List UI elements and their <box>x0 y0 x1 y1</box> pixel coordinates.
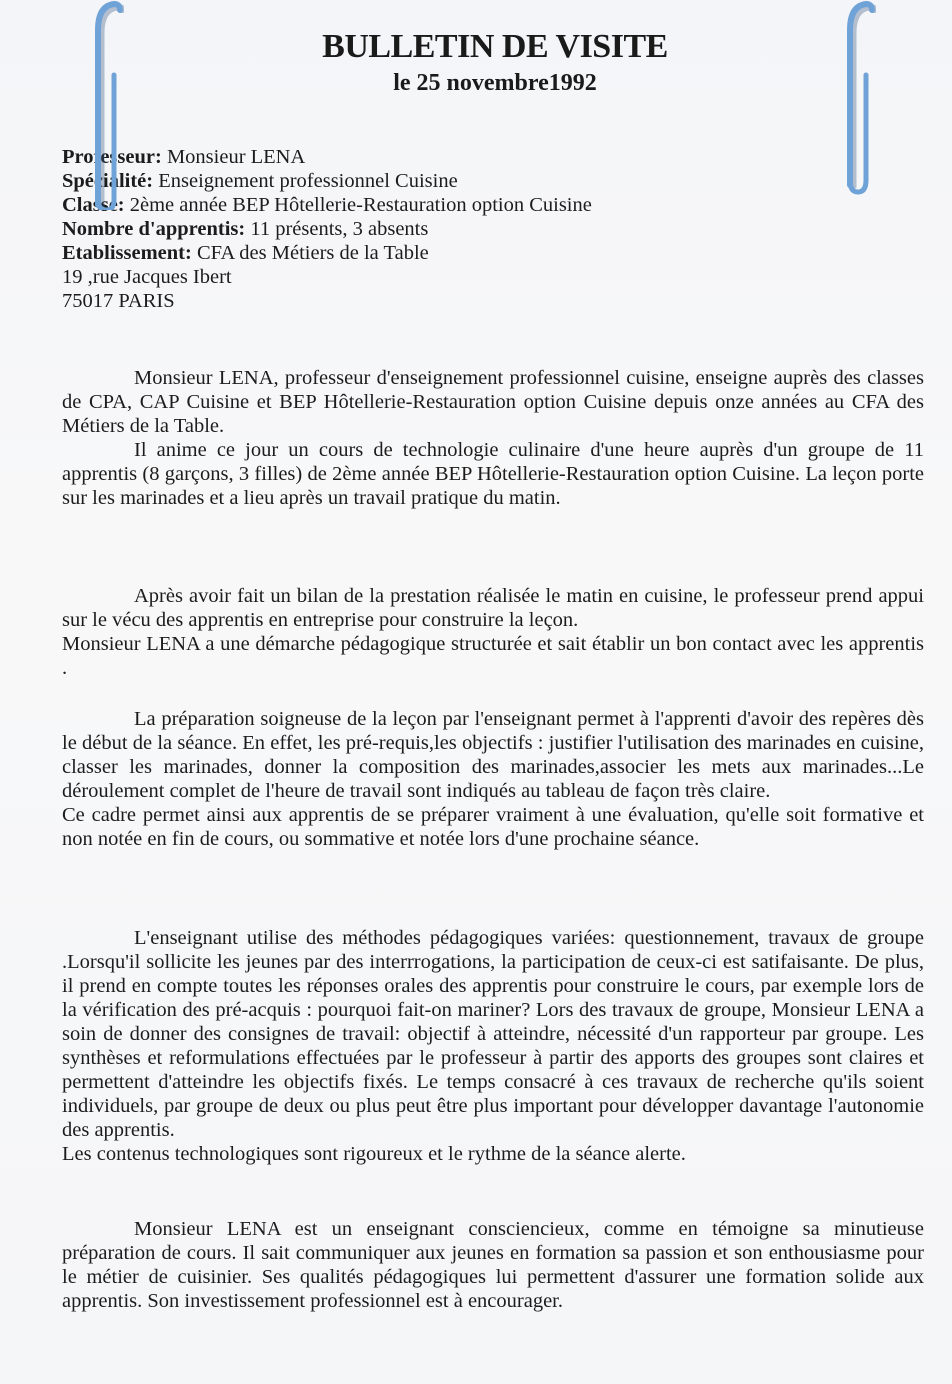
paragraph-text: Les contenus technologiques sont rigoureux et le rythme de la séance alerte. <box>62 1143 686 1165</box>
paragraph-bilan <box>62 584 924 680</box>
paragraph-methodes <box>62 926 924 1166</box>
info-nombre-apprentis <box>62 217 592 241</box>
paragraph-text: Monsieur LENA a une démarche pédagogique structurée et sait établir un bon contact avec les apprentis . <box>62 633 924 679</box>
info-specialite <box>62 169 592 193</box>
info-value: Monsieur LENA <box>161 146 306 168</box>
info-value: CFA des Métiers de la Table <box>191 242 429 264</box>
paragraph-text: Monsieur LENA, professeur d'enseignement professionnel cuisine, enseigne auprès des classes de CPA, CAP Cuisine et BEP Hôtellerie-Restauration option Cuisine depuis onze années au CFA des Métiers de la Table. <box>62 367 924 437</box>
info-value: Enseignement professionnel Cuisine <box>153 170 458 192</box>
info-value: 2ème année BEP Hôtellerie-Restauration option Cuisine <box>124 194 592 216</box>
address-street: 19 ,rue Jacques Ibert <box>62 266 232 288</box>
paragraph-text: L'enseignant utilise des méthodes pédagogiques variées: questionnement, travaux de groupe .Lorsqu'il sollicite les jeunes par des interrrogations, la participation de ceux-ci est satifaisante. De plus, il prend en compte toutes les réponses orales des apprentis pour construire le cours, par exemple lors de la vérification des pré-acquis : pourquoi fait-on mariner? Lors des travaux de groupe, Monsieur LENA a soin de donner des consignes de travail: objectif à atteindre, nécessité d'un rapporteur par groupe. Les synthèses et reformulations effectuées par le professeur à partir des apports des groupes sont claires et permettent d'atteindre les objectifs fixés. Le temps consacré à ces travaux de recherche qu'ils soient individuels, par groupe de deux ou plus peut être plus important pour développer davantage l'autonomie des apprentis. <box>62 927 924 1141</box>
paragraph-conclusion <box>62 1217 924 1313</box>
info-label: Nombre d'apprentis: <box>62 218 246 240</box>
paragraph-text: Il anime ce jour un cours de technologie culinaire d'une heure auprès d'un groupe de 11 apprentis (8 garçons, 3 filles) de 2ème année BEP Hôtellerie-Restauration option Cuisine. La leçon porte sur les marinades et a lieu après un travail pratique du matin. <box>62 439 924 509</box>
paragraph-text: Après avoir fait un bilan de la prestation réalisée le matin en cuisine, le professeur prend appui sur le vécu des apprentis en entreprise pour construire la leçon. <box>62 585 924 631</box>
document-title: BULLETIN DE VISITE <box>322 28 668 65</box>
paragraph-text: Monsieur LENA est un enseignant consciencieux, comme en témoigne sa minutieuse préparation de cours. Il sait communiquer aux jeunes en formation sa passion et son enthousiasme pour le métier de cuisinier. Ses qualités pédagogiques lui permettent d'assurer une formation solide aux apprentis. Son investissement professionnel est à encourager. <box>62 1218 924 1312</box>
info-label: Professeur: <box>62 146 162 168</box>
paragraph-introduction <box>62 366 924 438</box>
info-label: Spécialité: <box>62 170 154 192</box>
info-label: Etablissement: <box>62 242 192 264</box>
paragraph-text: La préparation soigneuse de la leçon par l'enseignant permet à l'apprenti d'avoir des repères dès le début de la séance. En effet, les pré-requis,les objectifs : justifier l'utilisation des marinades en cuisine, classer les marinades, donner la composition des marinades,associer les mets aux marinades...Le déroulement complet de l'heure de travail sont indiqués au tableau de façon très claire. <box>62 708 924 802</box>
address-city: 75017 PARIS <box>62 290 175 312</box>
info-label: Classe: <box>62 194 125 216</box>
info-classe <box>62 193 592 217</box>
document-date: le 25 novembre1992 <box>393 70 597 96</box>
info-block <box>62 145 592 313</box>
paragraph-preparation <box>62 707 924 851</box>
paragraph-course <box>62 438 924 510</box>
info-value: 11 présents, 3 absents <box>245 218 429 240</box>
paragraph-text: Ce cadre permet ainsi aux apprentis de se préparer vraiment à une évaluation, qu'elle soit formative et non notée en fin de cours, ou sommative et notée lors d'une prochaine séance. <box>62 804 924 850</box>
info-etablissement <box>62 241 592 265</box>
info-professeur <box>62 145 592 169</box>
